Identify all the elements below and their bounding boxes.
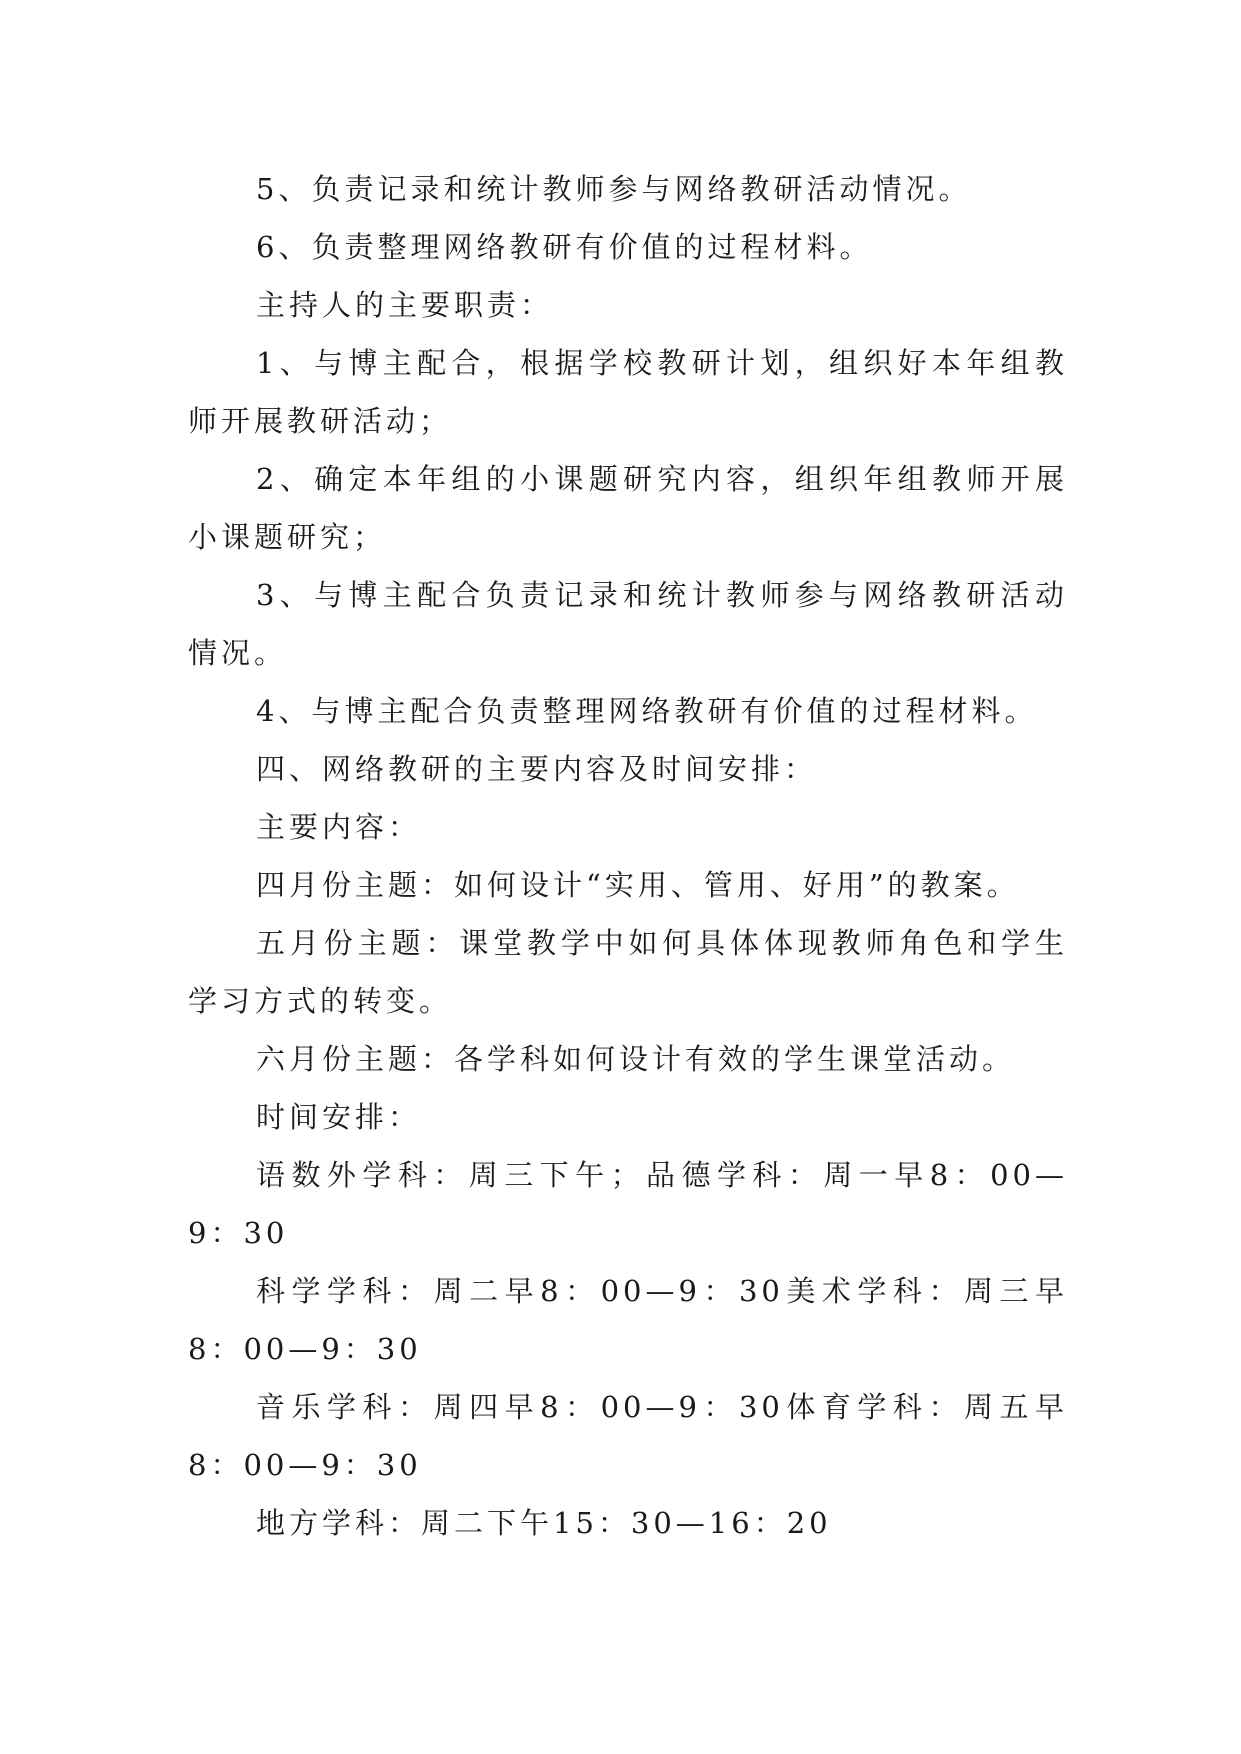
paragraph: 4、与博主配合负责整理网络教研有价值的过程材料。 bbox=[256, 694, 1038, 728]
paragraph: 3、与博主配合负责记录和统计教师参与网络教研活动情况。 bbox=[188, 578, 1068, 670]
document-body bbox=[188, 160, 1068, 1552]
paragraph: 四月份主题：如何设计“实用、管用、好用”的教案。 bbox=[256, 868, 1020, 902]
paragraph: 六月份主题：各学科如何设计有效的学生课堂活动。 bbox=[256, 1042, 1016, 1076]
paragraph: 地方学科：周二下午15：30—16：20 bbox=[256, 1506, 832, 1540]
paragraph: 1、与博主配合，根据学校教研计划，组织好本年组教师开展教研活动； bbox=[188, 346, 1068, 438]
paragraph: 语数外学科：周三下午；品德学科：周一早8：00—9：30 bbox=[188, 1158, 1068, 1250]
paragraph: 5、负责记录和统计教师参与网络教研活动情况。 bbox=[256, 172, 972, 206]
paragraph: 主持人的主要职责： bbox=[256, 288, 554, 322]
section-heading: 四、网络教研的主要内容及时间安排： bbox=[256, 752, 818, 786]
paragraph: 科学学科：周二早8：00—9：30美术学科：周三早8：00—9：30 bbox=[188, 1274, 1068, 1366]
paragraph: 2、确定本年组的小课题研究内容，组织年组教师开展小课题研究； bbox=[188, 462, 1068, 554]
paragraph: 6、负责整理网络教研有价值的过程材料。 bbox=[256, 230, 873, 264]
paragraph: 五月份主题：课堂教学中如何具体体现教师角色和学生学习方式的转变。 bbox=[188, 926, 1068, 1018]
paragraph: 主要内容： bbox=[256, 810, 422, 844]
paragraph: 音乐学科：周四早8：00—9：30体育学科：周五早8：00—9：30 bbox=[188, 1390, 1068, 1482]
paragraph: 时间安排： bbox=[256, 1100, 422, 1134]
